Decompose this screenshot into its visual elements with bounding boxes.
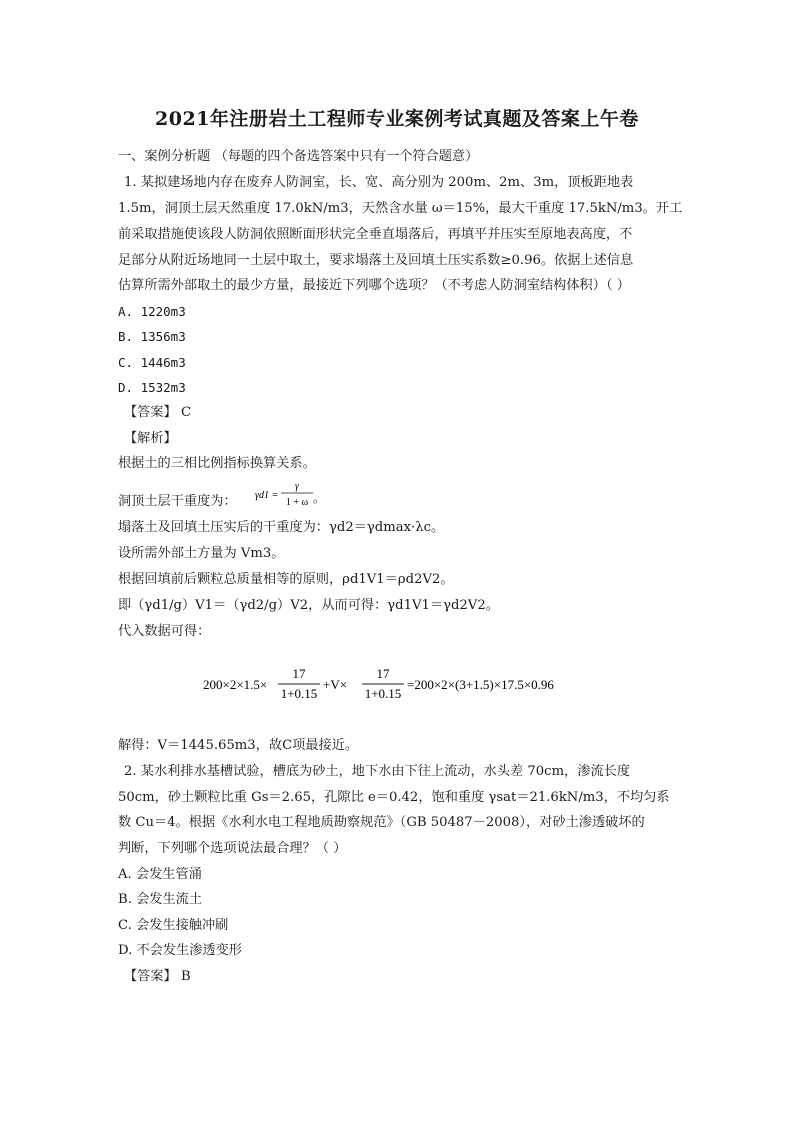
q1-analysis-line-4: 设所需外部土方量为 Vm3。 bbox=[118, 546, 285, 561]
q2-answer: 【答案】 B bbox=[124, 969, 191, 984]
q1-option-a: A. 1220m3 bbox=[118, 304, 186, 319]
equation-part-2: +V× bbox=[323, 677, 348, 692]
q1-analysis-line-2: 洞顶土层干重度为： bbox=[118, 494, 237, 509]
q1-option-b: B. 1356m3 bbox=[118, 329, 186, 344]
q1-stem-line-5: 估算所需外部取土的最少方量，最接近下列哪个选项？（不考虑人防洞室结构体积）（ ） bbox=[118, 278, 630, 293]
q2-option-b: B. 会发生流土 bbox=[118, 892, 203, 907]
q1-analysis-line-1: 根据土的三相比例指标换算关系。 bbox=[118, 456, 316, 471]
equation-frac2-den: 1+0.15 bbox=[364, 686, 402, 701]
q1-answer: 【答案】 C bbox=[124, 405, 192, 420]
q1-option-d: D. 1532m3 bbox=[118, 380, 186, 395]
q1-analysis-line-3: 塌落土及回填土压实后的干重度为：γd2＝γdmax·λc。 bbox=[118, 520, 445, 535]
q1-solution: 解得：V＝1445.65m3，故C项最接近。 bbox=[118, 738, 359, 753]
volume-equation bbox=[200, 664, 600, 704]
equation-part-3: =200×2×(3+1.5)×17.5×0.96 bbox=[407, 677, 554, 692]
dry-density-formula bbox=[255, 478, 326, 512]
q2-option-a: A. 会发生管涌 bbox=[118, 867, 202, 882]
q2-stem-line-2: 50cm，砂土颗粒比重 Gs＝2.65，孔隙比 e＝0.42，饱和重度 γsat＝21.6kN/m3，不均匀系 bbox=[118, 790, 670, 805]
q2-stem-line-4: 判断，下列哪个选项说法最合理？（ ） bbox=[118, 841, 347, 856]
formula-numerator: γ bbox=[295, 481, 299, 492]
formula-denominator: 1 + ω bbox=[285, 497, 309, 508]
equation-part-1: 200×2×1.5× bbox=[203, 677, 268, 692]
document-title: 2021年注册岩土工程师专业案例考试真题及答案上午卷 bbox=[155, 108, 639, 130]
q1-stem-line-4: 足部分从附近场地同一土层中取土，要求塌落土及回填土压实系数≥0.96。依据上述信息 bbox=[118, 253, 634, 268]
q2-stem-line-1: 2. 某水利排水基槽试验，槽底为砂土，地下水由下往上流动，水头差 70cm，渗流长度 bbox=[124, 764, 631, 779]
q2-stem-line-3: 数 Cu＝4。根据《水利水电工程地质勘察规范》（GB 50487－2008），对砂土渗透破坏的 bbox=[118, 815, 645, 830]
q1-stem-line-1: 1. 某拟建场地内存在废弃人防洞室，长、宽、高分别为 200m、2m、3m，顶板距地表 bbox=[124, 175, 634, 190]
formula-tail: 。 bbox=[313, 491, 326, 505]
q1-analysis-label: 【解析】 bbox=[124, 431, 177, 446]
q1-stem-line-3: 前采取措施使该段人防洞依照断面形状完全垂直塌落后，再填平并压实至原地表高度，不 bbox=[118, 227, 633, 242]
equation-frac1-den: 1+0.15 bbox=[280, 686, 318, 701]
formula-lhs: γd1 = bbox=[255, 490, 279, 501]
q1-stem-line-2: 1.5m，洞顶土层天然重度 17.0kN/m3，天然含水量 ω＝15%，最大干重度 17.5kN/m3。开工 bbox=[118, 201, 683, 216]
equation-frac1-num: 17 bbox=[292, 666, 306, 681]
q2-option-d: D. 不会发生渗透变形 bbox=[118, 943, 242, 958]
q1-analysis-line-7: 代入数据可得： bbox=[118, 624, 211, 639]
section-heading: 一、案例分析题 （每题的四个备选答案中只有一个符合题意） bbox=[118, 149, 479, 164]
q1-option-c: C. 1446m3 bbox=[118, 355, 186, 370]
equation-frac2-num: 17 bbox=[376, 666, 390, 681]
q1-analysis-line-5: 根据回填前后颗粒总质量相等的原则，ρd1V1＝ρd2V2。 bbox=[118, 572, 454, 587]
q1-analysis-line-6: 即（γd1/g）V1＝（γd2/g）V2，从而可得：γd1V1＝γd2V2。 bbox=[118, 598, 499, 613]
q2-option-c: C. 会发生接触冲刷 bbox=[118, 918, 229, 933]
